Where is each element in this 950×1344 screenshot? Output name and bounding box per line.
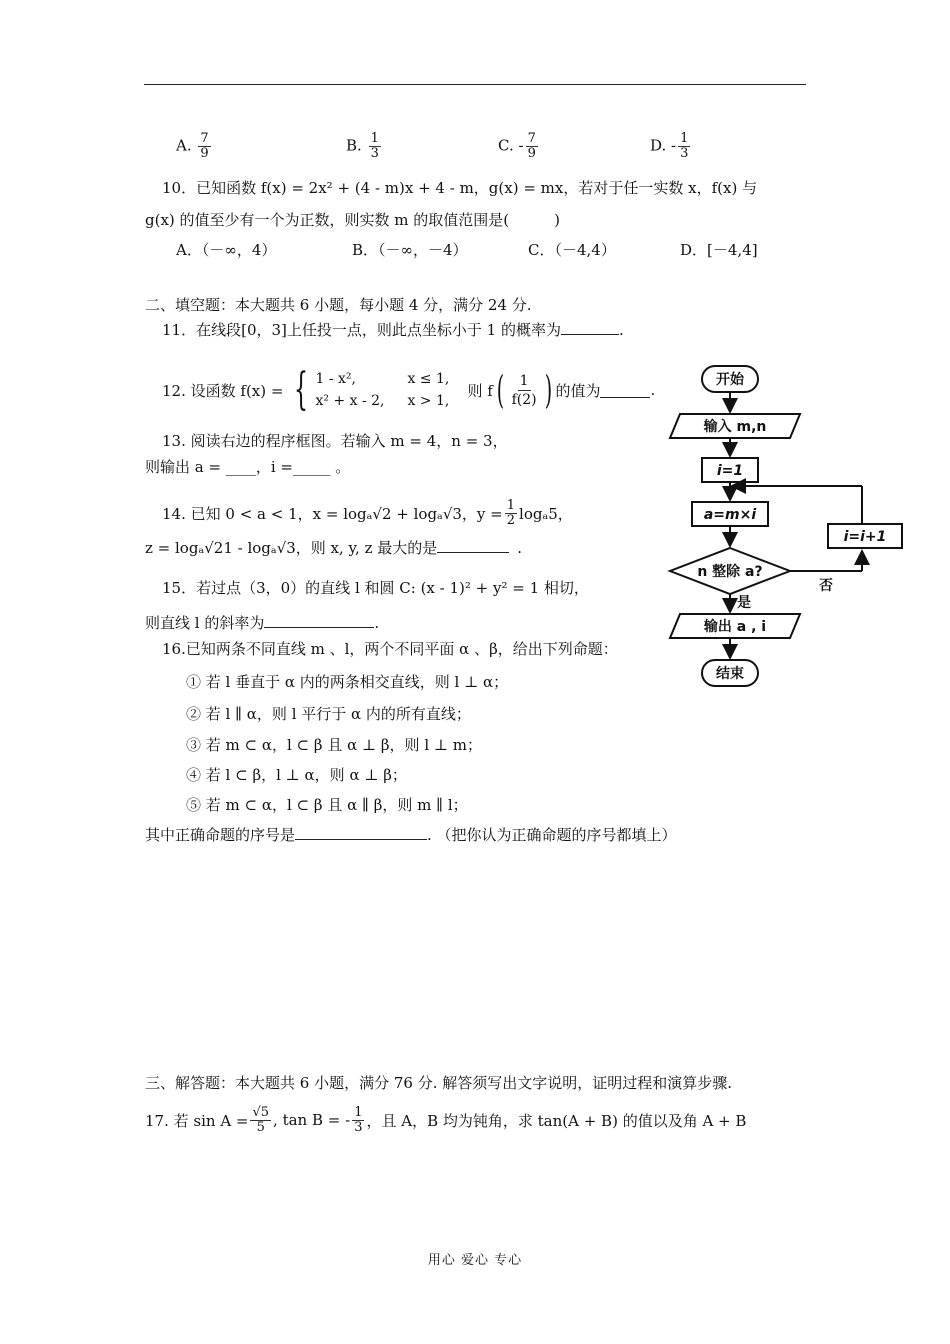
q13-line1: 13. 阅读右边的程序框图。若输入 m = 4，n = 3， <box>162 432 508 450</box>
q11: 11．在线段[0，3]上任投一点，则此点坐标小于 1 的概率为 . <box>162 321 624 339</box>
q13-line2: 则输出 a = ____，i =_____ 。 <box>145 458 351 476</box>
flow-decision-label: n 整除 a? <box>697 564 763 580</box>
header-rule <box>144 84 806 85</box>
q15-blank <box>264 613 374 628</box>
flow-no-label: 否 <box>819 578 833 594</box>
q16-item-2: ② 若 l ∥ α，则 l 平行于 α 内的所有直线； <box>186 705 471 723</box>
flow-input-label: 输入 m,n <box>703 419 767 435</box>
section3-heading: 三、解答题：本大题共 6 小题，满分 76 分. 解答须写出文字说明，证明过程和演算步骤. <box>145 1074 733 1092</box>
flow-increment-label: i=i+1 <box>843 529 887 545</box>
q15-line2: 则直线 l 的斜率为 . <box>145 614 380 632</box>
q10-option-a: A．（－∞，4） <box>176 241 277 259</box>
q9-option-c: C. - $\frac{7}{9}$ <box>498 131 536 161</box>
flow-yes-label: 是 <box>737 595 751 611</box>
q10-option-c: C．（－4,4） <box>528 241 616 259</box>
q16-item-5: ⑤ 若 m ⊂ α，l ⊂ β 且 α ∥ β，则 m ∥ l； <box>186 796 468 814</box>
q16-answer: 其中正确命题的序号是 . （把你认为正确命题的序号都填上） <box>145 826 677 844</box>
q16-intro: 16.已知两条不同直线 m 、l，两个不同平面 α 、β，给出下列命题： <box>162 640 618 658</box>
q11-blank <box>561 320 619 335</box>
q16-item-1: ① 若 l 垂直于 α 内的两条相交直线，则 l ⊥ α； <box>186 673 509 691</box>
q10-line2: g(x) 的值至少有一个为正数，则实数 m 的取值范围是( ) <box>145 211 560 229</box>
q9-option-a: A. $\frac{7}{9}$ <box>176 131 209 161</box>
section2-heading: 二、填空题：本大题共 6 小题，每小题 4 分，满分 24 分. <box>145 296 532 314</box>
q14-blank <box>437 538 509 553</box>
page-footer: 用心 爱心 专心 <box>427 1253 523 1268</box>
q14-line2: z = logₐ√21 - logₐ√3，则 x, y, z 最大的是 . <box>145 539 523 557</box>
q15-line1: 15．若过点（3，0）的直线 l 和圆 C: (x - 1)² + y² = 1 相切， <box>162 579 589 597</box>
flow-end-label: 结束 <box>716 666 744 682</box>
flow-start-label: 开始 <box>716 372 744 388</box>
q9-option-d: D. - $\frac{1}{3}$ <box>650 131 689 161</box>
q12: 12. 设函数 f(x) = { 1 - x², x ≤ 1, x² + x - 2, x > 1, 则 f ( $\frac{1}{f(2)}$ ) 的值为 . <box>162 364 656 415</box>
flow-assign-label: a=m×i <box>703 507 757 523</box>
q12-blank <box>600 383 650 398</box>
q10-option-d: D．[－4,4] <box>680 241 758 259</box>
flow-output-label: 输出 a , i <box>703 619 767 635</box>
q16-blank <box>295 825 427 840</box>
q16-item-3: ③ 若 m ⊂ α，l ⊂ β 且 α ⊥ β，则 l ⊥ m； <box>186 736 482 754</box>
q10-option-b: B．（－∞，－4） <box>352 241 468 259</box>
q16-item-4: ④ 若 l ⊂ β，l ⊥ α，则 α ⊥ β； <box>186 766 407 784</box>
program-flowchart <box>660 358 920 694</box>
q17: 17. 若 sin A = $\frac{√5}{5}$ , tan B = - $\frac{1}{3}$ ，且 A，B 均为钝角，求 tan(A + B) 的值以及角 A + B <box>145 1104 747 1135</box>
q10-line1: 10．已知函数 f(x) = 2x² + (4 - m)x + 4 - m，g(x) = mx，若对于任一实数 x，f(x) 与 <box>162 179 758 197</box>
q14-line1: 14. 已知 0 < a < 1，x = logₐ√2 + logₐ√3，y = $\frac{1}{2}$ logₐ5， <box>162 497 573 528</box>
q9-option-b: B. $\frac{1}{3}$ <box>346 131 379 161</box>
flow-init-label: i=1 <box>716 463 744 479</box>
